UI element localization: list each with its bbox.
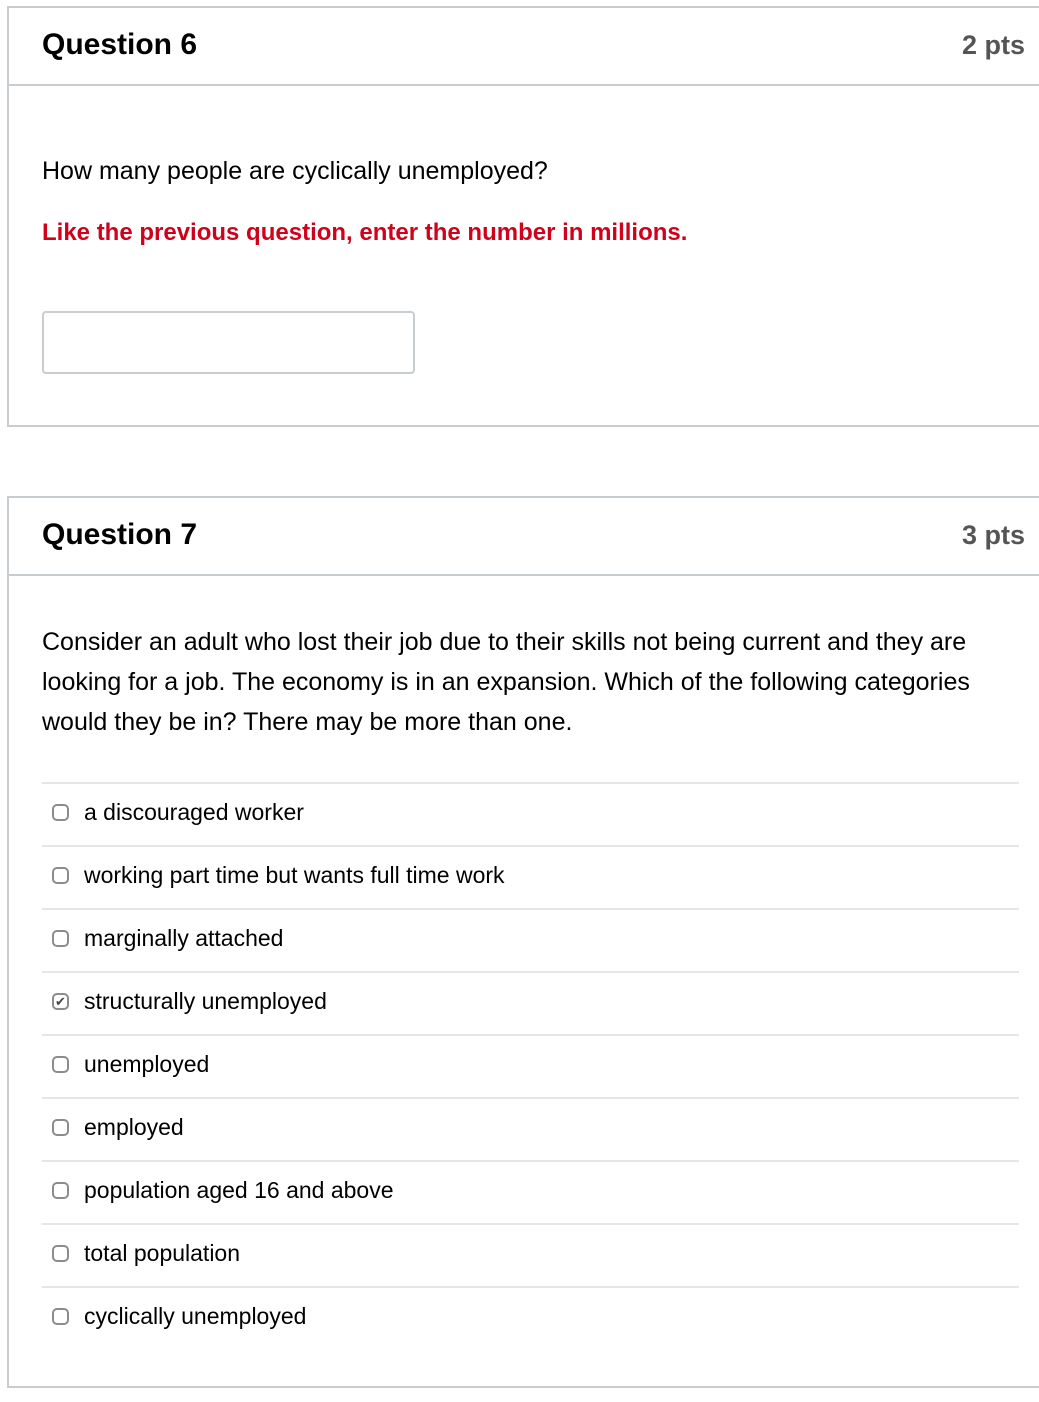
question-7-answer-list xyxy=(42,782,1019,1349)
checkbox[interactable] xyxy=(52,1119,69,1136)
checkbox[interactable] xyxy=(52,1182,69,1199)
answer-option[interactable] xyxy=(42,847,1019,910)
checkbox[interactable] xyxy=(52,1245,69,1262)
question-6-title: Question 6 xyxy=(42,28,198,61)
answer-option[interactable] xyxy=(42,784,1019,847)
answer-option[interactable] xyxy=(42,1099,1019,1162)
checkbox[interactable] xyxy=(52,1056,69,1073)
question-6-points: 2 pts xyxy=(961,30,1025,60)
question-6-text: How many people are cyclically unemployed? xyxy=(42,157,548,185)
answer-option[interactable] xyxy=(42,1225,1019,1288)
checkbox[interactable] xyxy=(52,930,69,947)
answer-label: a discouraged worker xyxy=(84,799,304,825)
answer-option[interactable] xyxy=(42,1288,1019,1349)
checkbox[interactable] xyxy=(52,1308,69,1325)
question-6-card xyxy=(7,6,1039,427)
checkbox-checked[interactable]: ✔ xyxy=(52,993,69,1010)
checkbox[interactable] xyxy=(52,804,69,821)
answer-label: unemployed xyxy=(84,1051,210,1077)
answer-label: working part time but wants full time work xyxy=(84,862,505,888)
answer-label: population aged 16 and above xyxy=(84,1177,394,1203)
answer-label: total population xyxy=(84,1240,241,1266)
question-6-answer-input[interactable] xyxy=(42,311,415,374)
answer-option[interactable] xyxy=(42,973,1019,1036)
answer-label: cyclically unemployed xyxy=(84,1303,307,1329)
question-7-title: Question 7 xyxy=(42,518,198,551)
answer-label: employed xyxy=(84,1114,184,1140)
answer-label: structurally unemployed xyxy=(84,988,327,1014)
answer-option[interactable] xyxy=(42,1036,1019,1099)
answer-label: marginally attached xyxy=(84,925,284,951)
question-6-note: Like the previous question, enter the number in millions. xyxy=(42,219,688,246)
question-6-header xyxy=(9,8,1039,86)
answer-option[interactable] xyxy=(42,1162,1019,1225)
question-7-header xyxy=(9,498,1039,576)
answer-option[interactable] xyxy=(42,910,1019,973)
question-7-text: Consider an adult who lost their job due to their skills not being current and they are looking for a job. The economy is in an expansion. Which of the following categories would they be in? There may be more than one. xyxy=(42,628,970,736)
checkbox[interactable] xyxy=(52,867,69,884)
question-7-points: 3 pts xyxy=(961,520,1025,550)
question-7-card xyxy=(7,496,1039,1388)
